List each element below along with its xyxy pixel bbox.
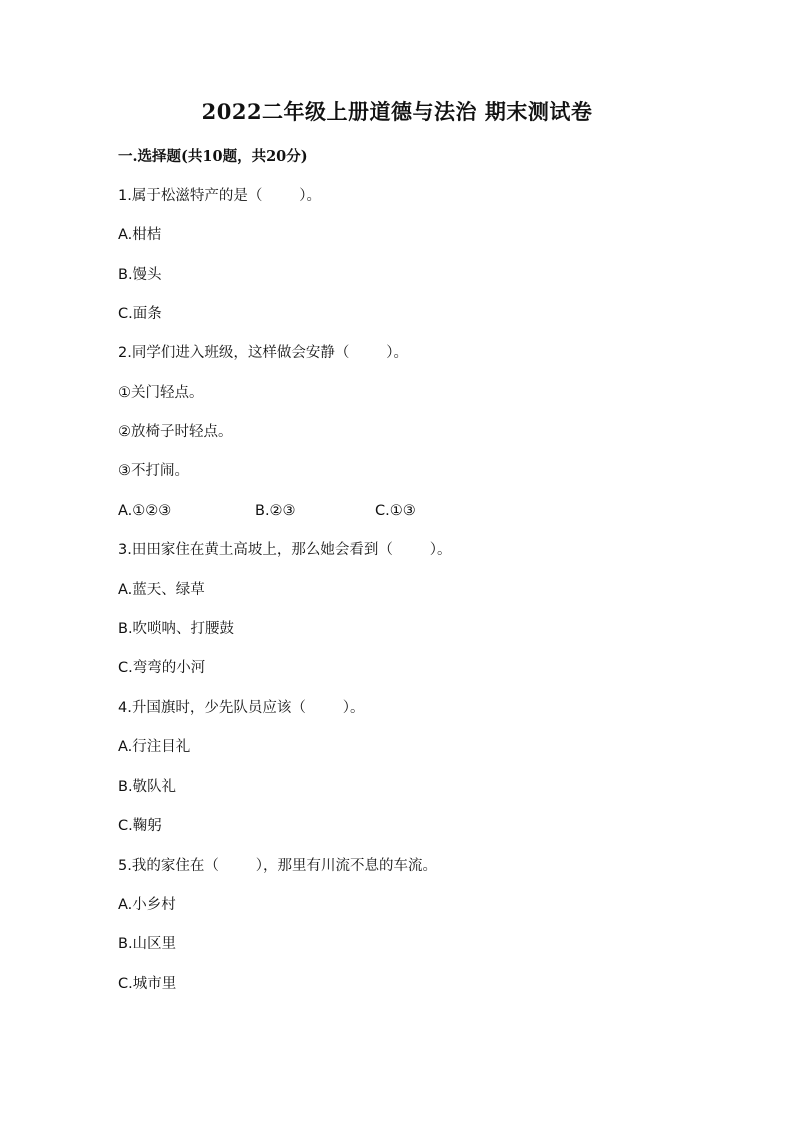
section-heading: 一.选择题(共10题，共20分) — [118, 148, 308, 165]
question-5-stem: 5.我的家住在（ ），那里有川流不息的车流。 — [118, 858, 437, 874]
question-1-option-c: C.面条 — [118, 306, 162, 322]
question-3-option-b: B.吹唢呐、打腰鼓 — [118, 621, 235, 637]
question-5-option-c: C.城市里 — [118, 976, 177, 992]
question-2-option-c: C.①③ — [375, 503, 416, 519]
question-2-statement-3: ③不打闹。 — [118, 463, 189, 479]
question-2-statement-2: ②放椅子时轻点。 — [118, 424, 233, 440]
question-2-option-a: A.①②③ — [118, 503, 172, 519]
question-4-option-c: C.鞠躬 — [118, 818, 162, 834]
question-3-stem: 3.田田家住在黄土高坡上，那么她会看到（ ）。 — [118, 542, 452, 558]
question-2-options-row — [118, 500, 478, 522]
question-3-option-a: A.蓝天、绿草 — [118, 582, 205, 598]
question-3-option-c: C.弯弯的小河 — [118, 660, 206, 676]
page-title: 2022二年级上册道德与法治 期末测试卷 — [201, 99, 593, 124]
question-1-stem: 1.属于松滋特产的是（ ）。 — [118, 188, 321, 204]
question-1-option-a: A.柑桔 — [118, 227, 162, 243]
question-4-stem: 4.升国旗时，少先队员应该（ ）。 — [118, 700, 365, 716]
question-5-option-b: B.山区里 — [118, 936, 177, 952]
question-1-option-b: B.馒头 — [118, 267, 162, 283]
question-4-option-a: A.行注目礼 — [118, 739, 191, 755]
question-5-option-a: A.小乡村 — [118, 897, 176, 913]
question-2-stem: 2.同学们进入班级，这样做会安静（ ）。 — [118, 345, 408, 361]
question-2-statement-1: ①关门轻点。 — [118, 385, 204, 401]
question-2-option-b: B.②③ — [255, 503, 296, 519]
question-4-option-b: B.敬队礼 — [118, 779, 177, 795]
